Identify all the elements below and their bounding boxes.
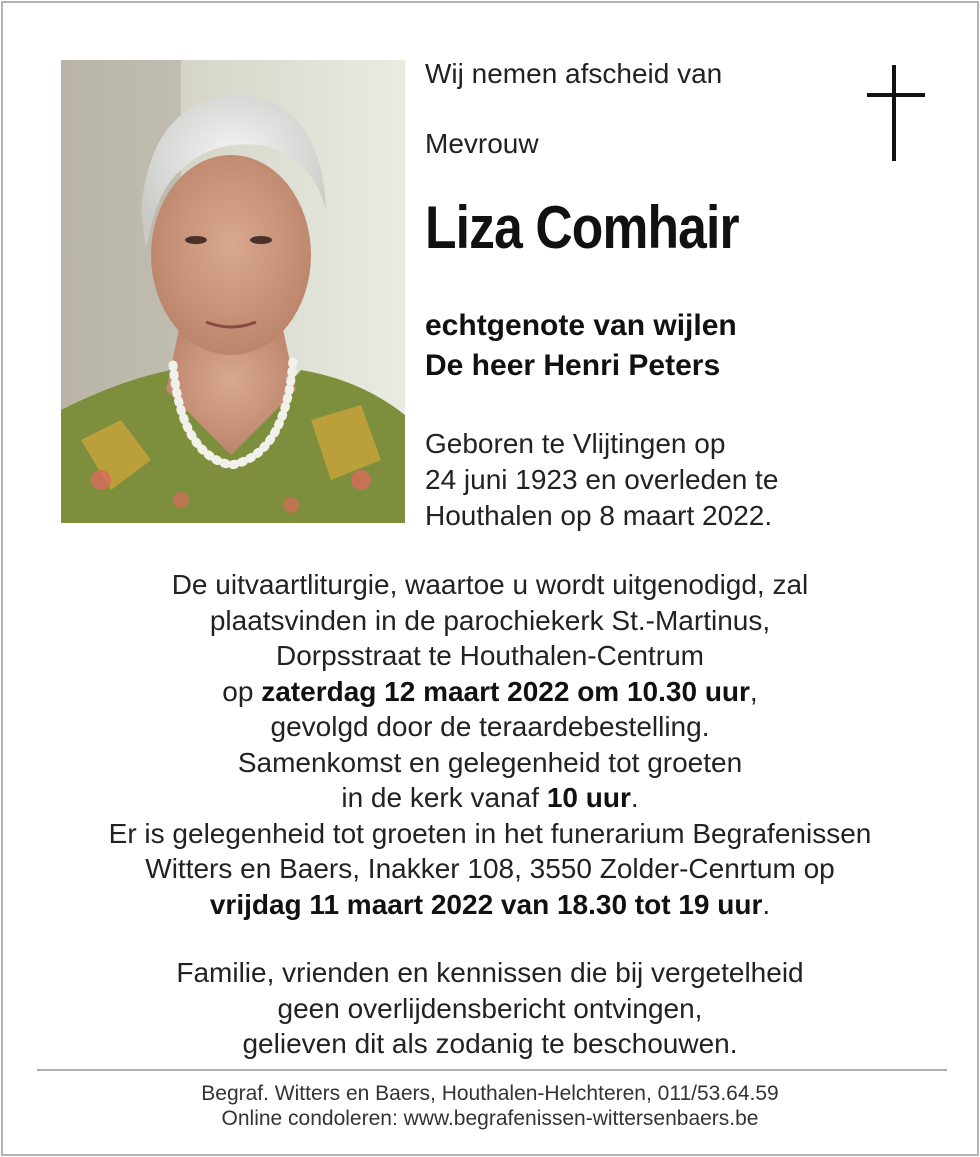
funeral-line-7: in de kerk vanaf 10 uur. <box>341 782 639 813</box>
cross-icon <box>867 65 925 161</box>
funeral-line-1: De uitvaartliturgie, waartoe u wordt uitgenodigd, zal <box>171 569 809 600</box>
funeral-line-6: Samenkomst en gelegenheid tot groeten <box>237 746 743 778</box>
funeral-line-3: Dorpsstraat te Houthalen-Centrum <box>276 640 704 671</box>
divider <box>37 1069 947 1071</box>
footer-contact: Begraf. Witters en Baers, Houthalen-Helchteren, 011/53.64.59 <box>201 1082 779 1105</box>
intro-text: Wij nemen afscheid van <box>425 58 723 89</box>
funeral-line-9: Witters en Baers, Inakker 108, 3550 Zolder-Cenrtum op <box>145 853 835 884</box>
note-line-2: geen overlijdensbericht ontvingen, <box>277 992 703 1024</box>
funeral-line-5: gevolgd door de teraardebestelling. <box>270 711 710 742</box>
footer <box>3 1081 977 1131</box>
deceased-name: Liza Comhair <box>425 194 739 261</box>
visitation-date: vrijdag 11 maart 2022 van 18.30 tot 19 uur <box>209 888 763 920</box>
funeral-line-4: op zaterdag 12 maart 2022 om 10.30 uur, <box>222 675 758 707</box>
funeral-date: zaterdag 12 maart 2022 om 10.30 uur <box>261 675 750 707</box>
honorific: Mevrouw <box>425 128 539 159</box>
footer-website: Online condoleren: www.begrafenissen-wittersenbaers.be <box>221 1107 759 1130</box>
gathering-time: 10 uur <box>546 782 631 813</box>
born-line-2: 24 juni 1923 en overleden te <box>425 464 779 495</box>
spouse-line-1: echtgenote van wijlen <box>425 309 737 342</box>
portrait-illustration <box>61 60 405 523</box>
notice-text <box>3 955 977 1062</box>
note-line-1: Familie, vrienden en kennissen die bij vergetelheid <box>176 957 804 988</box>
funeral-details <box>3 567 977 922</box>
portrait-photo <box>61 60 405 523</box>
funeral-line-10: vrijdag 11 maart 2022 van 18.30 tot 19 uur. <box>209 888 771 920</box>
funeral-line-8: Er is gelegenheid tot groeten in het funerarium Begrafenissen <box>108 817 872 849</box>
note-line-3: gelieven dit als zodanig te beschouwen. <box>242 1028 738 1059</box>
born-line-3: Houthalen op 8 maart 2022. <box>425 500 773 531</box>
born-line-1: Geboren te Vlijtingen op <box>425 428 726 459</box>
obituary-card <box>1 1 979 1156</box>
spouse-line-2: De heer Henri Peters <box>425 349 721 382</box>
spouse-block <box>425 306 737 386</box>
birth-death-block <box>425 426 778 534</box>
funeral-line-2: plaatsvinden in de parochiekerk St.-Martinus, <box>209 604 771 636</box>
